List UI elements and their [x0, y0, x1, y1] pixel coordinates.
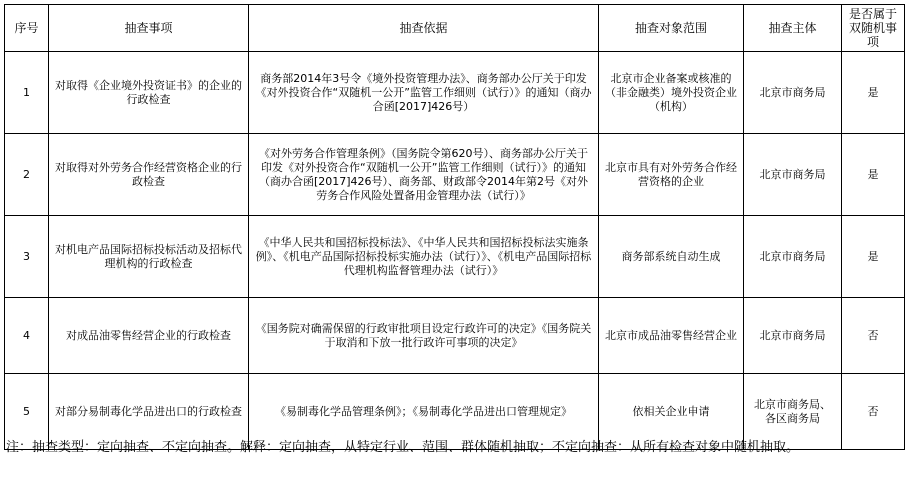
cell-scope: 北京市成品油零售经营企业	[599, 298, 744, 374]
cell-item: 对成品油零售经营企业的行政检查	[49, 298, 249, 374]
header-row	[5, 5, 905, 52]
cell-basis: 《对外劳务合作管理条例》（国务院令第620号）、商务部办公厅关于印发《对外投资合作“双随机一公开”监管工作细则（试行）》的通知（商办合函[2017]426号）、商务部、财政部令2014年第2号《对外劳务合作风险处置备用金管理办法（试行）》	[249, 134, 599, 216]
cell-subject: 北京市商务局	[744, 134, 842, 216]
cell-subject: 北京市商务局	[744, 298, 842, 374]
header-subject: 抽查主体	[744, 5, 842, 52]
cell-basis: 《中华人民共和国招标投标法》、《中华人民共和国招标投标法实施条例》、《机电产品国际招标投标实施办法（试行）》、《机电产品国际招标代理机构监督管理办法（试行）》	[249, 216, 599, 298]
cell-subject: 北京市商务局	[744, 216, 842, 298]
header-item: 抽查事项	[49, 5, 249, 52]
cell-basis: 《国务院对确需保留的行政审批项目设定行政许可的决定》《国务院关于取消和下放一批行政许可事项的决定》	[249, 298, 599, 374]
header-basis: 抽查依据	[249, 5, 599, 52]
cell-subject: 北京市商务局、各区商务局	[744, 374, 842, 450]
table-row	[5, 52, 905, 134]
inspection-table	[4, 4, 905, 450]
cell-random: 否	[842, 374, 905, 450]
cell-scope: 商务部系统自动生成	[599, 216, 744, 298]
table-row	[5, 134, 905, 216]
cell-scope: 依相关企业申请	[599, 374, 744, 450]
cell-no: 3	[5, 216, 49, 298]
footnote: 注：抽查类型：定向抽查、不定向抽查。解释：定向抽查，从特定行业、范围、群体随机抽取；不定向抽查：从所有检查对象中随机抽取。	[6, 440, 800, 455]
header-scope: 抽查对象范围	[599, 5, 744, 52]
table-row	[5, 298, 905, 374]
cell-basis: 《易制毒化学品管理条例》；《易制毒化学品进出口管理规定》	[249, 374, 599, 450]
table-row	[5, 216, 905, 298]
cell-no: 2	[5, 134, 49, 216]
cell-item: 对取得对外劳务合作经营资格企业的行政检查	[49, 134, 249, 216]
cell-no: 5	[5, 374, 49, 450]
cell-no: 4	[5, 298, 49, 374]
header-random: 是否属于双随机事项	[842, 5, 905, 52]
cell-random: 是	[842, 134, 905, 216]
cell-random: 是	[842, 216, 905, 298]
cell-scope: 北京市具有对外劳务合作经营资格的企业	[599, 134, 744, 216]
cell-basis: 商务部2014年3号令《境外投资管理办法》、商务部办公厅关于印发《对外投资合作“双随机一公开”监管工作细则（试行）》的通知（商办合函[2017]426号）	[249, 52, 599, 134]
cell-random: 是	[842, 52, 905, 134]
cell-item: 对机电产品国际招标投标活动及招标代理机构的行政检查	[49, 216, 249, 298]
cell-random: 否	[842, 298, 905, 374]
cell-no: 1	[5, 52, 49, 134]
cell-scope: 北京市企业备案或核准的（非金融类）境外投资企业（机构）	[599, 52, 744, 134]
cell-subject: 北京市商务局	[744, 52, 842, 134]
cell-item: 对部分易制毒化学品进出口的行政检查	[49, 374, 249, 450]
header-no: 序号	[5, 5, 49, 52]
cell-item: 对取得《企业境外投资证书》的企业的行政检查	[49, 52, 249, 134]
